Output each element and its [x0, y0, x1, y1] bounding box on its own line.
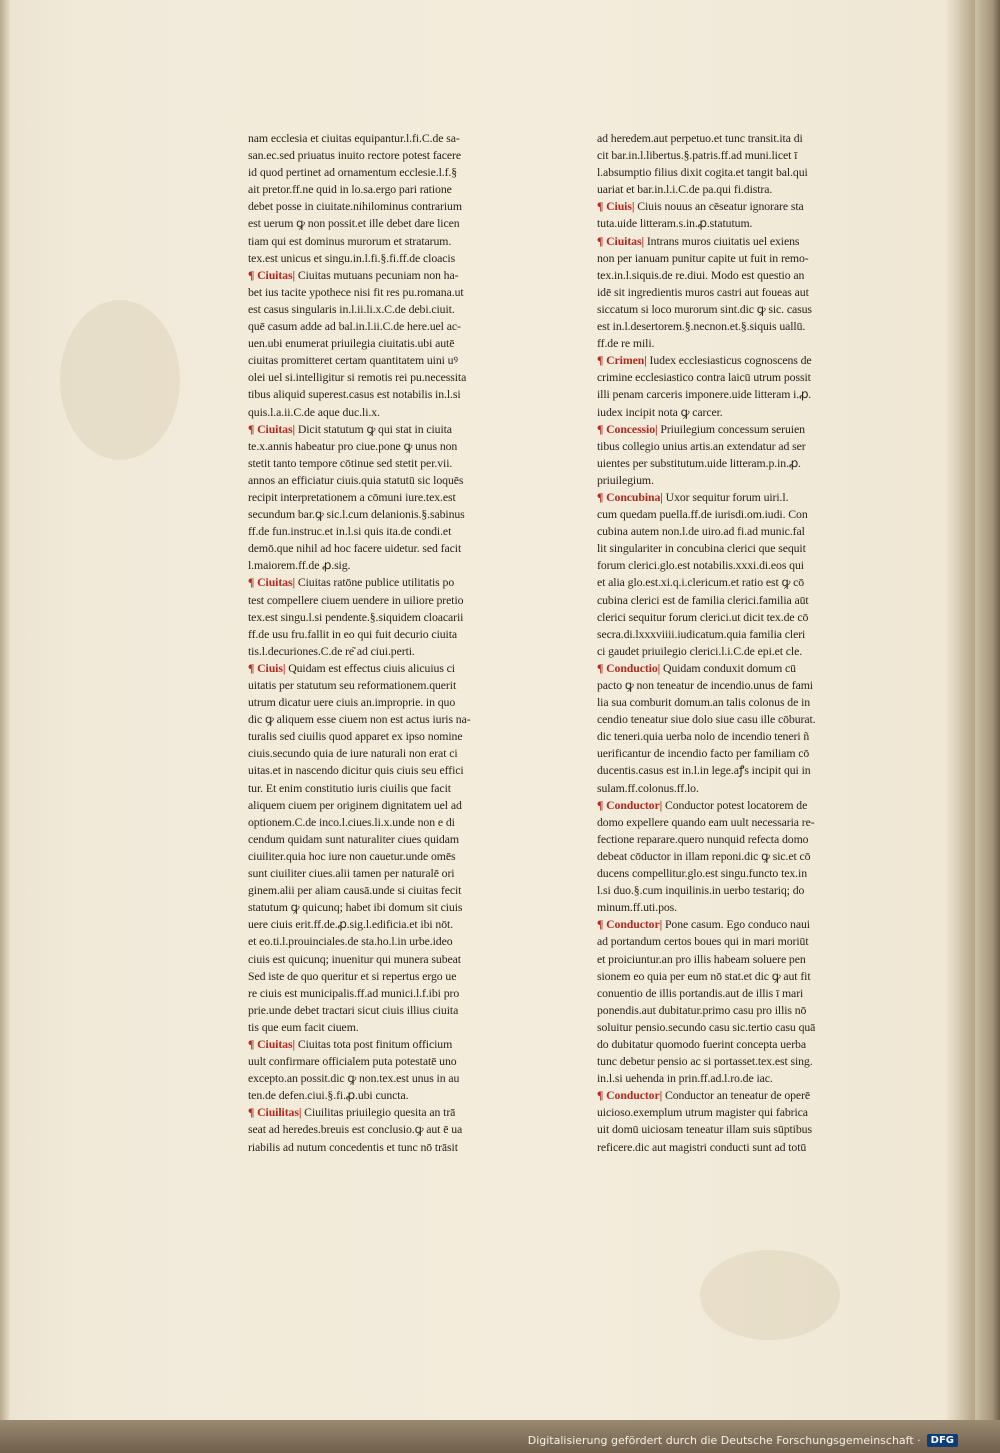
text-line: ait pretor.ff.ne quid in lo.sa.ergo pari ratione	[248, 182, 452, 197]
dfg-logo: DFG	[927, 1434, 958, 1447]
text-line: annos an efficiatur ciuis.quia statutū sic loquēs	[248, 472, 464, 487]
text-line: ¶ Conductio| Quidam conduxit domum cū	[597, 660, 796, 675]
text-line: ¶ Concessio| Priuilegium concessum seruien	[597, 421, 805, 436]
digitization-credit	[528, 1434, 958, 1447]
text-line: utrum dicatur uere ciuis an.improprie. in quo	[248, 695, 456, 710]
text-line: minum.ff.uti.pos.	[597, 900, 678, 915]
text-line: nam ecclesia et ciuitas equipantur.l.fi.C.de sa-	[248, 131, 460, 145]
text-line: sunt ciuiliter ciues.alii tamen per naturalē ori	[248, 866, 455, 881]
text-line: est casus singularis in.l.ii.li.x.C.de debi.ciuit.	[248, 301, 455, 316]
text-line: tex.est singu.l.si pendente.§.siquidem cloacarii	[248, 609, 464, 624]
text-line: l.si duo.§.cum inquilinis.in uerbo testariq; do	[597, 883, 805, 898]
text-line: domo expellere quando eam uult necessaria re-	[597, 814, 815, 829]
paper-stain	[700, 1250, 840, 1340]
text-line: ci gaudet priuilegio clerici.l.i.C.de epi.et cle.	[597, 643, 803, 658]
text-line: ¶ Ciuitas| Intrans muros ciuitatis uel exiens	[597, 233, 800, 248]
text-line: sionem eo quia per eum nō stat.et dic ꝙ aut fit	[597, 968, 811, 983]
text-line: pacto ꝙ non teneatur de incendio.unus de fami	[597, 678, 813, 692]
text-line: stetit tanto tempore cōtinue sed stetit per.vii.	[248, 455, 453, 470]
text-line: optionem.C.de inco.l.ciues.li.x.unde non e di	[248, 814, 455, 829]
text-line: ten.de defen.ciui.§.fi.ꝓ.ubi cuncta.	[248, 1088, 409, 1103]
text-line: non per ianuam punitur capite ut fuit in remo-	[597, 250, 809, 265]
text-line: uientes per substitutum.uide litteram.p.in.ꝓ.	[597, 455, 801, 470]
text-line: cit bar.in.l.libertus.§.patris.ff.ad muni.licet ī	[597, 148, 798, 163]
text-line: in.l.si uehenda in prin.ff.ad.l.ro.de iac.	[597, 1071, 773, 1086]
text-line: test compellere ciuem uendere in uiliore pretio	[248, 592, 464, 607]
text-line: tis que eum facit ciuem.	[248, 1019, 359, 1034]
text-line: seat ad heredes.breuis est conclusio.ꝙ aut ē ua	[248, 1122, 463, 1137]
text-line: cum quedam puella.ff.de iurisdi.om.iudi. Con	[597, 507, 808, 522]
text-line: bet ius tacite ypothece nisi fit res pu.romana.ut	[248, 284, 464, 299]
text-line: uit domū uiciosam teneatur illam suis sūptibus	[597, 1122, 812, 1137]
text-line: dic teneri.quia uerba nolo de incendio teneri ñ	[597, 729, 810, 744]
text-line: uult confirmare officialem puta potestatē uno	[248, 1054, 457, 1069]
text-line: idē sit ingredientis muros castri aut foueas aut	[597, 284, 809, 299]
text-line: ¶ Ciuitas| Ciuitas mutuans pecuniam non ha-	[248, 267, 459, 282]
text-line: debet posse in ciuitate.nihilominus contrarium	[248, 199, 462, 214]
text-line: ginem.alii per aliam causā.unde si ciuitas fecit	[248, 883, 462, 898]
text-line: uitas.et in nascendo dicitur quis ciuis seu effici	[248, 763, 464, 778]
text-line: aliquem ciuem per originem dignitatem uel ad	[248, 797, 462, 812]
text-line: tex.in.l.siquis.de re.diui. Modo est questio an	[597, 267, 805, 282]
text-line: siccatum si loco murorum sint.dic ꝙ sic. casus	[597, 301, 812, 316]
text-line: ad portandum certos boues qui in mari moriūt	[597, 934, 809, 949]
text-line: tibus aliquid superest.casus est notabilis in.l.si	[248, 387, 461, 402]
text-line: et alia glo.est.xi.q.i.clericum.et ratio est ꝙ cō	[597, 575, 805, 590]
text-line: uerificantur de incendio facto per familiam cō	[597, 746, 810, 761]
text-line: secra.di.lxxxviiii.iudicatum.quia familia cleri	[597, 626, 806, 641]
text-line: te.x.annis habeatur pro ciue.pone ꝙ unus non	[248, 438, 458, 453]
text-line: quis.l.a.ii.C.de aque duc.li.x.	[248, 404, 380, 419]
text-column-left	[248, 130, 543, 1156]
text-line: ad heredem.aut perpetuo.et tunc transit.ita di	[597, 131, 803, 145]
text-line: cendum quidam sunt naturaliter ciues quidam	[248, 831, 459, 846]
text-line: ciuiliter.quia hoc iure non cauetur.unde omēs	[248, 848, 456, 863]
text-line: lit singulariter in concubina clerici que sequit	[597, 541, 806, 556]
text-line: ¶ Ciuis| Quidam est effectus ciuis alicuius ci	[248, 660, 455, 675]
text-line: Sed iste de quo queritur et si repertus ergo ue	[248, 968, 457, 983]
text-line: excepto.an possit.dic ꝙ non.tex.est unus in au	[248, 1071, 460, 1086]
text-line: tis.l.decuriones.C.de re͂ ad ciui.perti.	[248, 643, 415, 658]
text-line: et eo.ti.l.prouinciales.de sta.ho.l.in urbe.ideo	[248, 934, 453, 949]
text-line: ¶ Conductor| Conductor potest locatorem de	[597, 797, 808, 812]
text-line: ¶ Concubina| Uxor sequitur forum uiri.l.	[597, 489, 789, 504]
text-line: l.absumptio filius dixit cogita.et tangit bal.qui	[597, 165, 808, 180]
text-line: recipit interpretationem a cōmuni iure.tex.est	[248, 489, 456, 504]
text-line: tex.est unicus et singu.in.l.fi.§.fi.ff.de cloacis	[248, 250, 456, 265]
text-line: ciuitas promitteret certam quantitatem uini uꝰ	[248, 353, 458, 368]
text-line: id quod pertinet ad ornamentum ecclesie.l.f.§	[248, 165, 458, 180]
text-line: lia sua comburit domum.an talis colonus de in	[597, 695, 811, 710]
text-line: re ciuis est municipalis.ff.ad munici.l.f.ibi pro	[248, 985, 460, 1000]
text-line: ciuis est quicunq; inuenitur qui munera subeat	[248, 951, 461, 966]
text-line: ¶ Conductor| Pone casum. Ego conduco naui	[597, 917, 810, 932]
text-line: turalis sed ciuilis quod apparet ex ipso nomine	[248, 729, 463, 744]
text-line: tibus collegio unius artis.an extendatur ad ser	[597, 438, 806, 453]
book-spine	[975, 0, 1000, 1453]
text-line: demō.que nihil ad hoc facere uidetur. sed facit	[248, 541, 462, 556]
text-line: est uerum ꝙ non possit.et ille debet dare licen	[248, 216, 460, 231]
text-line: ff.de re mili.	[597, 336, 655, 351]
text-line: ¶ Ciuis| Ciuis nouus an cēseatur ignorare sta	[597, 199, 804, 214]
paper-stain	[60, 300, 180, 460]
text-line: san.ec.sed priuatus inuito rectore potest facere	[248, 148, 462, 163]
text-line: prie.unde debet tractari sicut ciuis illius ciuita	[248, 1002, 459, 1017]
text-line: ff.de usu fru.fallit in eo qui fuit decurio ciuita	[248, 626, 458, 641]
text-line: dic ꝙ aliquem esse ciuem non est actus iuris na-	[248, 712, 471, 727]
text-line: debeat cōductor in illam reponi.dic ꝙ sic.et cō	[597, 848, 811, 863]
text-line: ¶ Ciuitas| Ciuitas ratōne publice utilitatis po	[248, 575, 455, 590]
text-line: tuta.uide litteram.s.in.ꝓ.statutum.	[597, 216, 753, 231]
text-line: uicioso.exemplum utrum magister qui fabrica	[597, 1105, 808, 1120]
text-line: et proiciuntur.an pro illis habeam soluere pen	[597, 951, 806, 966]
text-line: cubina clerici est de familia clerici.familia aūt	[597, 592, 809, 607]
text-line: iudex incipit nota ꝙ carcer.	[597, 404, 723, 419]
credit-text: Digitalisierung gefördert durch die Deutsche Forschungsgemeinschaft ·	[527, 1434, 921, 1447]
text-line: fectione reparare.quero nunquid refecta domo	[597, 831, 809, 846]
text-line: soluitur pensio.secundo casu sic.tertio casu quā	[597, 1019, 816, 1034]
text-line: uen.ubi enumerat priuilegia ciuitatis.ubi autē	[248, 336, 455, 351]
text-line: ¶ Ciuitas| Dicit statutum ꝙ qui stat in ciuita	[248, 421, 452, 436]
text-line: l.maiorem.ff.de ꝓ.sig.	[248, 558, 351, 573]
text-line: ciuis.secundo quia de iure naturali non erat ci	[248, 746, 458, 761]
text-line: reficere.dic aut magistri conducti sunt ad totū	[597, 1139, 807, 1154]
text-line: quē casum adde ad bal.in.l.ii.C.de here.uel ac-	[248, 319, 461, 334]
text-line: est in.l.desertorem.§.necnon.et.§.siquis uallū.	[597, 319, 806, 334]
text-line: clerici sequitur forum clerici.ut dicit tex.de cō	[597, 609, 809, 624]
text-line: uitatis per statutum seu reformationem.querit	[248, 678, 457, 692]
text-line: ponendis.aut dubitatur.primo casu pro illis nō	[597, 1002, 807, 1017]
page-right-edge	[945, 0, 975, 1420]
text-line: riabilis ad nutum concedentis et tunc nō trāsit	[248, 1139, 458, 1154]
text-line: uariat et bar.in.l.i.C.de pa.qui fi.distra.	[597, 182, 773, 197]
text-line: illi penam carceris imponere.uide litteram i.ꝓ.	[597, 387, 812, 402]
text-line: ducens compellitur.glo.est singu.functo tex.in	[597, 866, 808, 881]
text-line: ¶ Ciuilitas| Ciuilitas priuilegio quesita an trā	[248, 1105, 456, 1120]
text-line: cendio teneatur siue dolo siue casu ille cōburat.	[597, 712, 816, 727]
text-line: statutum ꝙ quicunq; habet ibi domum sit ciuis	[248, 900, 463, 915]
text-line: crimine ecclesiastico contra laicū utrum possit	[597, 370, 811, 385]
text-line: conuentio de illis portandis.aut de illis ī mari	[597, 985, 804, 1000]
text-line: ducentis.casus est in.l.in lege.aꝭs incipit qui in	[597, 763, 811, 778]
text-line: tiam qui est dominus murorum et stratarum.	[248, 233, 452, 248]
text-line: ¶ Ciuitas| Ciuitas tota post finitum officium	[248, 1036, 453, 1051]
text-line: priuilegium.	[597, 472, 654, 487]
text-line: ff.de fun.instruc.et in.l.si quis ita.de condi.et	[248, 524, 452, 539]
text-line: secundum bar.ꝙ sic.l.cum delanionis.§.sabinus	[248, 507, 465, 522]
text-line: olei uel si.intelligitur si remotis rei pu.necessita	[248, 370, 467, 385]
text-line: ¶ Conductor| Conductor an teneatur de operē	[597, 1088, 811, 1103]
text-line: ¶ Crimen| Iudex ecclesiasticus cognoscens de	[597, 353, 812, 368]
text-line: forum clerici.glo.est notabilis.xxxi.di.eos qui	[597, 558, 804, 573]
page-left-edge	[0, 0, 10, 1420]
text-line: sulam.ff.colonus.ff.lo.	[597, 780, 699, 795]
text-column-right	[597, 130, 892, 1156]
text-line: uere ciuis erit.ff.de.ꝓ.sig.l.edificia.et ibi nōt.	[248, 917, 454, 932]
text-line: cubina autem non.l.de uiro.ad fi.ad munic.fal	[597, 524, 805, 539]
text-line: do dubitatur quomodo fuerint concepta uerba	[597, 1036, 806, 1051]
text-line: tunc debetur pensio ac si portasset.tex.est sing.	[597, 1054, 813, 1069]
text-line: tur. Et enim constitutio iuris ciuilis que facit	[248, 780, 451, 795]
